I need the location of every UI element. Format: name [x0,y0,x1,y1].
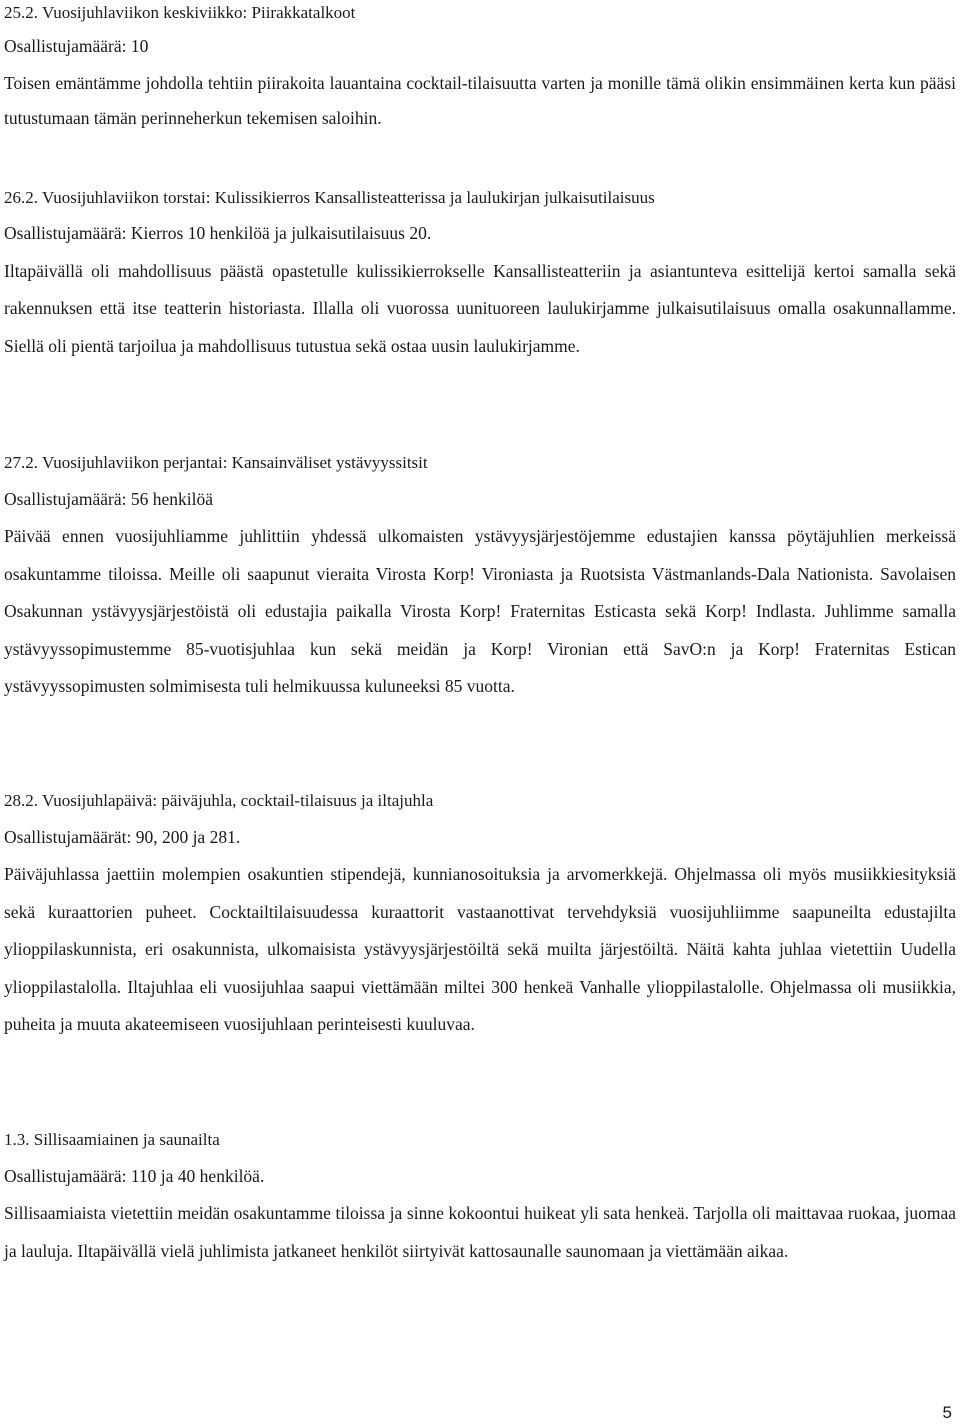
section-heading: 28.2. Vuosijuhlapäivä: päiväjuhla, cocktail-tilaisuus ja iltajuhla [4,791,434,810]
section-perjantai [4,444,956,706]
section-body: Päiväjuhlassa jaettiin molempien osakuntien stipendejä, kunnianosoituksia ja arvomerkkejä. Ohjelmassa oli myös musiikkiesityksiä sekä kuraattorien puheet. Cocktailtilaisuudessa kuraattorit vastaanottivat tervehdyksiä vuosijuhliimme saapuneilta edustajilta ylioppilaskunnista, eri osakunnista, ulkomaisista ystävyysjärjestöiltä sekä muilta järjestöiltä. Näitä kahta juhlaa vietettiin Uudella ylioppilastalolla. Iltajuhlaa eli vuosijuhlaa saapui viettämään miltei 300 henkeä Vanhalle ylioppilastalolle. Ohjelmassa oli musiikkia, puheita ja muuta akateemiseen vuosijuhlaan perinteisesti kuuluvaa. [4,864,956,1034]
section-heading: 27.2. Vuosijuhlaviikon perjantai: Kansainväliset ystävyyssitsit [4,453,428,472]
participant-count: Osallistujamäärät: 90, 200 ja 281. [4,827,241,847]
participant-count: Osallistujamäärä: 110 ja 40 henkilöä. [4,1166,265,1186]
section-body: Iltapäivällä oli mahdollisuus päästä opastetulle kulissikierrokselle Kansallisteatteriin ja asiantunteva esittelijä kertoi samalla sekä rakennuksen että itse teatterin historiasta. Illalla oli vuorossa uunituoreen laulukirjamme julkaisutilaisuus omalla osakunnallamme. Siellä oli pientä tarjoilua ja mahdollisuus tutustua sekä ostaa uusin laulukirjamme. [4,261,956,356]
section-body: Toisen emäntämme johdolla tehtiin piirakoita lauantaina cocktail-tilaisuutta varten ja monille tämä olikin ensimmäinen kerta kun pääsi tutustumaan tämän perinneherkun tekemisen saloihin. [4,73,956,128]
section-heading: 25.2. Vuosijuhlaviikon keskiviikko: Piirakkatalkoot [4,3,356,22]
page-number: 5 [942,1403,952,1422]
section-keskiviikko [4,0,956,135]
section-body: Sillisaamiaista vietettiin meidän osakuntamme tiloissa ja sinne kokoontui huikeat yli sata henkeä. Tarjolla oli maittavaa ruokaa, juomaa ja lauluja. Iltapäivällä vielä juhlimista jatkaneet henkilöt siirtyivät kattosaunalle saunomaan ja viettämään aikaa. [4,1203,956,1261]
participant-count: Osallistujamäärä: 56 henkilöä [4,489,213,509]
section-torstai [4,183,956,365]
section-vuosijuhlapaiva [4,782,956,1044]
section-body: Päivää ennen vuosijuhliamme juhlittiin yhdessä ulkomaisten ystävyysjärjestöjemme edustajien kanssa pöytäjuhlien merkeissä osakuntamme tiloissa. Meille oli saapunut vieraita Virosta Korp! Vironiasta ja Ruotsista Västmanlands-Dala Nationista. Savolaisen Osakunnan ystävyysjärjestöistä oli edustajia paikalla Virosta Korp! Fraternitas Esticasta sekä Korp! Indlasta. Juhlimme samalla ystävyyssopimustemme 85-vuotisjuhlaa kun sekä meidän ja Korp! Vironian että SavO:n ja Korp! Fraternitas Estican ystävyyssopimusten solmimisesta tuli helmikuussa kuluneeksi 85 vuotta. [4,526,956,696]
section-sillisaamiainen [4,1121,956,1270]
participant-count: Osallistujamäärä: Kierros 10 henkilöä ja julkaisutilaisuus 20. [4,223,432,243]
section-heading: 26.2. Vuosijuhlaviikon torstai: Kulissikierros Kansallisteatterissa ja laulukirjan julkaisutilaisuus [4,188,655,207]
section-heading: 1.3. Sillisaamiainen ja saunailta [4,1130,220,1149]
participant-count: Osallistujamäärä: 10 [4,36,149,56]
